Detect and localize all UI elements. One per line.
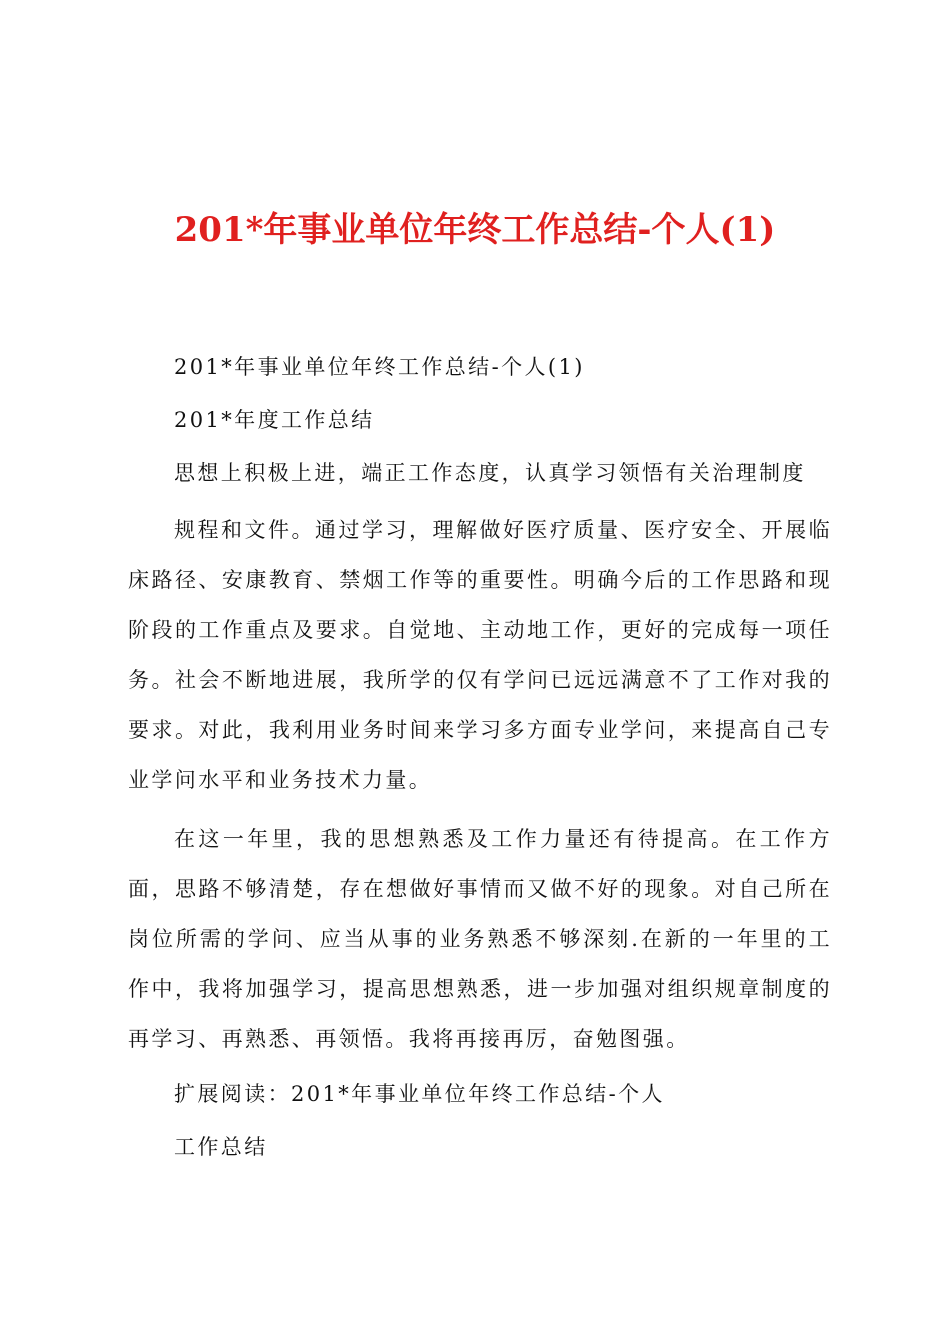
paragraph-2: 在这一年里，我的思想熟悉及工作力量还有待提高。在工作方面，思路不够清楚，存在想做好事情而又做不好的现象。对自己所在岗位所需的学问、应当从事的业务熟悉不够深刻.在新的一年里的工作中，我将加强学习，提高思想熟悉，进一步加强对组织规章制度的再学习、再熟悉、再领悟。我将再接再厉，奋勉图强。 <box>128 827 832 1051</box>
section-heading: 201*年度工作总结 <box>174 408 375 432</box>
work-summary-line: 工作总结 <box>174 1135 268 1159</box>
document-body <box>128 346 832 1179</box>
paragraph-1: 规程和文件。通过学习，理解做好医疗质量、医疗安全、开展临床路径、安康教育、禁烟工作等的重要性。明确今后的工作思路和现阶段的工作重点及要求。自觉地、主动地工作，更好的完成每一项任务。社会不断地进展，我所学的仅有学问已远远满意不了工作对我的要求。对此，我利用业务时间来学习多方面专业学问，来提高自己专业学问水平和业务技术力量。 <box>128 518 832 792</box>
intro-line: 思想上积极上进，端正工作态度，认真学习领悟有关治理制度 <box>174 461 806 485</box>
document-title: 201*年事业单位年终工作总结-个人(1) <box>174 210 776 250</box>
extended-reading-line: 扩展阅读：201*年事业单位年终工作总结-个人 <box>174 1082 665 1106</box>
subtitle-line: 201*年事业单位年终工作总结-个人(1) <box>174 355 585 379</box>
